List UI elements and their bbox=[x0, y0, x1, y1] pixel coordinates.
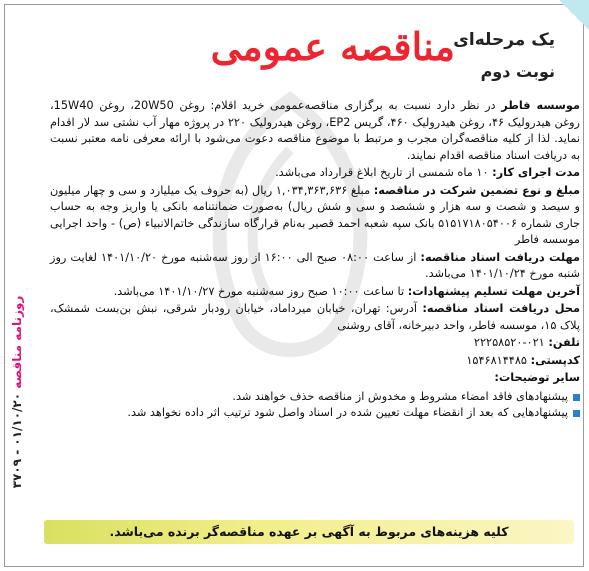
docs-deadline-label: مهلت دریافت اسناد مناقصه: bbox=[420, 250, 580, 264]
duration-label: مدت اجرای کار: bbox=[492, 166, 580, 179]
footer-banner: کلیه هزینه‌های مربوط به آگهی بر عهده مناقصه‌گر برنده می‌باشد. bbox=[44, 520, 574, 544]
organization-name: موسسه فاطر bbox=[501, 99, 580, 112]
guarantee-row bbox=[50, 183, 580, 249]
postal-row bbox=[50, 353, 580, 370]
submit-deadline-row bbox=[50, 284, 580, 301]
duration-row bbox=[50, 165, 580, 182]
address-value: آدرس: تهران، خیابان میرداماد، خیابان رودبار شرقی، نبش بن‌بست شمشک، پلاک ۱۵، موسسه فاطر، واحد دبیرخانه، آقای روشنی bbox=[50, 302, 580, 332]
corner-decoration bbox=[559, 0, 589, 30]
submit-deadline-label: آخرین مهلت تسلیم پیشنهادات: bbox=[407, 284, 580, 298]
tender-stage: یک مرحله‌ای bbox=[453, 30, 555, 50]
note-text: پیشنهادهای فاقد امضاء مشروط و مخدوش از مناقصه حذف خواهند شد. bbox=[232, 389, 568, 403]
page-title: مناقصه عمومی bbox=[210, 24, 455, 69]
phone-value: ۰۲۱-۲۲۲۵۸۵۲۰ bbox=[473, 336, 545, 349]
submit-deadline-value: تا ساعت ۱۰:۰۰ صبح روز سه‌شنبه مورخ ۱۴۰۱/۱۰/۲۷ می‌باشد. bbox=[113, 284, 405, 298]
bullet-icon bbox=[573, 410, 580, 417]
notes-label: سایر توضیحات: bbox=[494, 371, 580, 384]
title-block bbox=[105, 22, 555, 84]
note-text: پیشنهادهایی که بعد از انقضاء مهلت تعیین شده در اسناد واصل شود ترتیب اثر داده نخواهد شد. bbox=[127, 406, 568, 419]
docs-deadline-row bbox=[50, 250, 580, 283]
notes-list bbox=[50, 389, 580, 422]
publication-round: نوبت دوم bbox=[480, 62, 555, 81]
docs-deadline-value: از ساعت ۰۸:۰۰ صبح الی ۱۶:۰۰ از روز سه‌شنبه مورخ ۱۴۰۱/۱۰/۲۰ لغایت روز شنبه مورخ ۱۴۰۱/۱۰/۲۴ می‌باشد. bbox=[50, 250, 580, 280]
issue-info: ۰۱/۱۰/۲۰ - ۳۷۰۹ bbox=[10, 392, 24, 489]
bullet-icon bbox=[573, 394, 580, 401]
list-item bbox=[50, 389, 580, 406]
intro-text: در نظر دارد نسبت به برگزاری مناقصه‌عمومی خرید اقلام: روغن 20W50، روغن 15W40، روغن هیدرولیک ۴۶، روغن هیدرولیک ۴۶۰، گریس EP2، روغن هیدرولیک ۲۲۰ در پروژه مهار آب نشتی سد لار اقدام نماید. لذا از کلیه مناقصه‌گران مجرب و مرتبط با موضوع مناقصه دعوت می‌شود با ارائه معرفی نامه معتبر نسبت به دریافت اسناد مناقصه اقدام نمایند. bbox=[50, 99, 580, 162]
newspaper-sidebar bbox=[2, 270, 28, 530]
phone-row bbox=[50, 335, 580, 352]
address-row bbox=[50, 301, 580, 334]
postal-label: کدپستی: bbox=[530, 353, 580, 367]
guarantee-label: مبلغ و نوع تضمین شرکت در مناقصه: bbox=[373, 183, 580, 197]
duration-value: ۱۰ ماه شمسی از تاریخ ابلاغ قرارداد می‌باشد. bbox=[275, 166, 489, 179]
guarantee-value: مبلغ ۱,۰۳۴,۳۶۳,۶۳۶ ریال (به حروف یک میلیارد و سی و چهار میلیون و سیصد و شصت و سه هزار و ششصد و سی و شش ریال) به‌صورت ضمانتنامه بانکی یا واریز وجه به حساب جاری شماره ۵۱۵۱۷۱۸۰۵۴۰۰۶ بانک سپه شعبه احمد قصیر به‌نام قرارگاه سازندگی خاتم‌الانبیاء (ص) - واحد اجرایی موسسه فاطر bbox=[50, 183, 581, 246]
postal-value: ۱۵۴۶۸۱۴۴۸۵ bbox=[466, 353, 527, 367]
phone-label: تلفن: bbox=[548, 336, 580, 349]
address-label: محل دریافت اسناد مناقصه: bbox=[422, 302, 580, 315]
newspaper-name: روزنامه مناقصه bbox=[10, 295, 24, 389]
list-item bbox=[50, 405, 580, 422]
ad-body bbox=[50, 98, 580, 422]
sidebar-label bbox=[10, 262, 24, 522]
intro-paragraph bbox=[50, 98, 580, 164]
